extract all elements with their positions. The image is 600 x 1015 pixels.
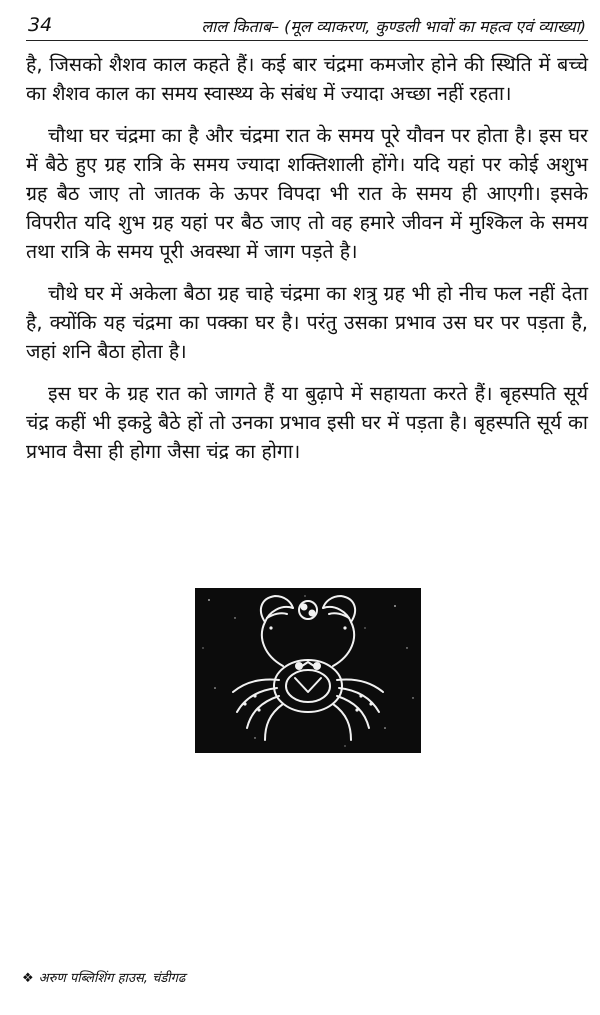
body-text (26, 50, 588, 479)
paragraph-3: चौथे घर में अकेला बैठा ग्रह चाहे चंद्रमा का शत्रु ग्रह भी हो नीच फल नहीं देता है, क्योंकि यह चंद्रमा का पक्का घर है। परंतु उसका प्रभाव उस घर पर पड़ता है, जहां शनि बैठा होता है। (26, 282, 588, 363)
crab-icon (195, 588, 421, 753)
cancer-crab-illustration (195, 588, 421, 753)
paragraph-1: है, जिसको शैशव काल कहते हैं। कई बार चंद्रमा कमजोर होने की स्थिति में बच्चे का शैशव काल का समय स्वास्थ्य के संबंध में ज्यादा अच्छा नहीं रहता। (26, 53, 588, 105)
paragraph-4: इस घर के ग्रह रात को जागते हैं या बुढ़ापे में सहायता करते हैं। बृहस्पति सूर्य चंद्र कहीं भी इकट्ठे बैठे हों तो उनका प्रभाव इसी घर में पड़ता है। बृहस्पति सूर्य का प्रभाव वैसा ही होगा जैसा चंद्र का होगा। (26, 382, 588, 463)
running-title: लाल किताब– (मूल व्याकरण, कुण्डली भावों का महत्व एवं व्याख्या) (201, 17, 586, 36)
running-header (26, 10, 588, 41)
publisher-name: अरुण पब्लिशिंग हाउस, चंडीगढ (38, 971, 186, 986)
page-number: 34 (28, 14, 53, 36)
publisher-logo-icon: ❖ (22, 971, 34, 986)
page-footer (22, 968, 185, 986)
paragraph-2: चौथा घर चंद्रमा का है और चंद्रमा रात के समय पूरे यौवन पर होता है। इस घर में बैठे हुए ग्रह रात्रि के समय ज्यादा शक्तिशाली होंगे। यदि यहां पर कोई अशुभ ग्रह बैठ जाए तो जातक के ऊपर विपदा भी रात के समय ही आएगी। इसके विपरीत यदि शुभ ग्रह यहां पर बैठ जाए तो वह हमारे जीवन में मुश्किल के समय तथा रात्रि के समय पूरी अवस्था में जाग पड़ते है। (26, 124, 588, 263)
